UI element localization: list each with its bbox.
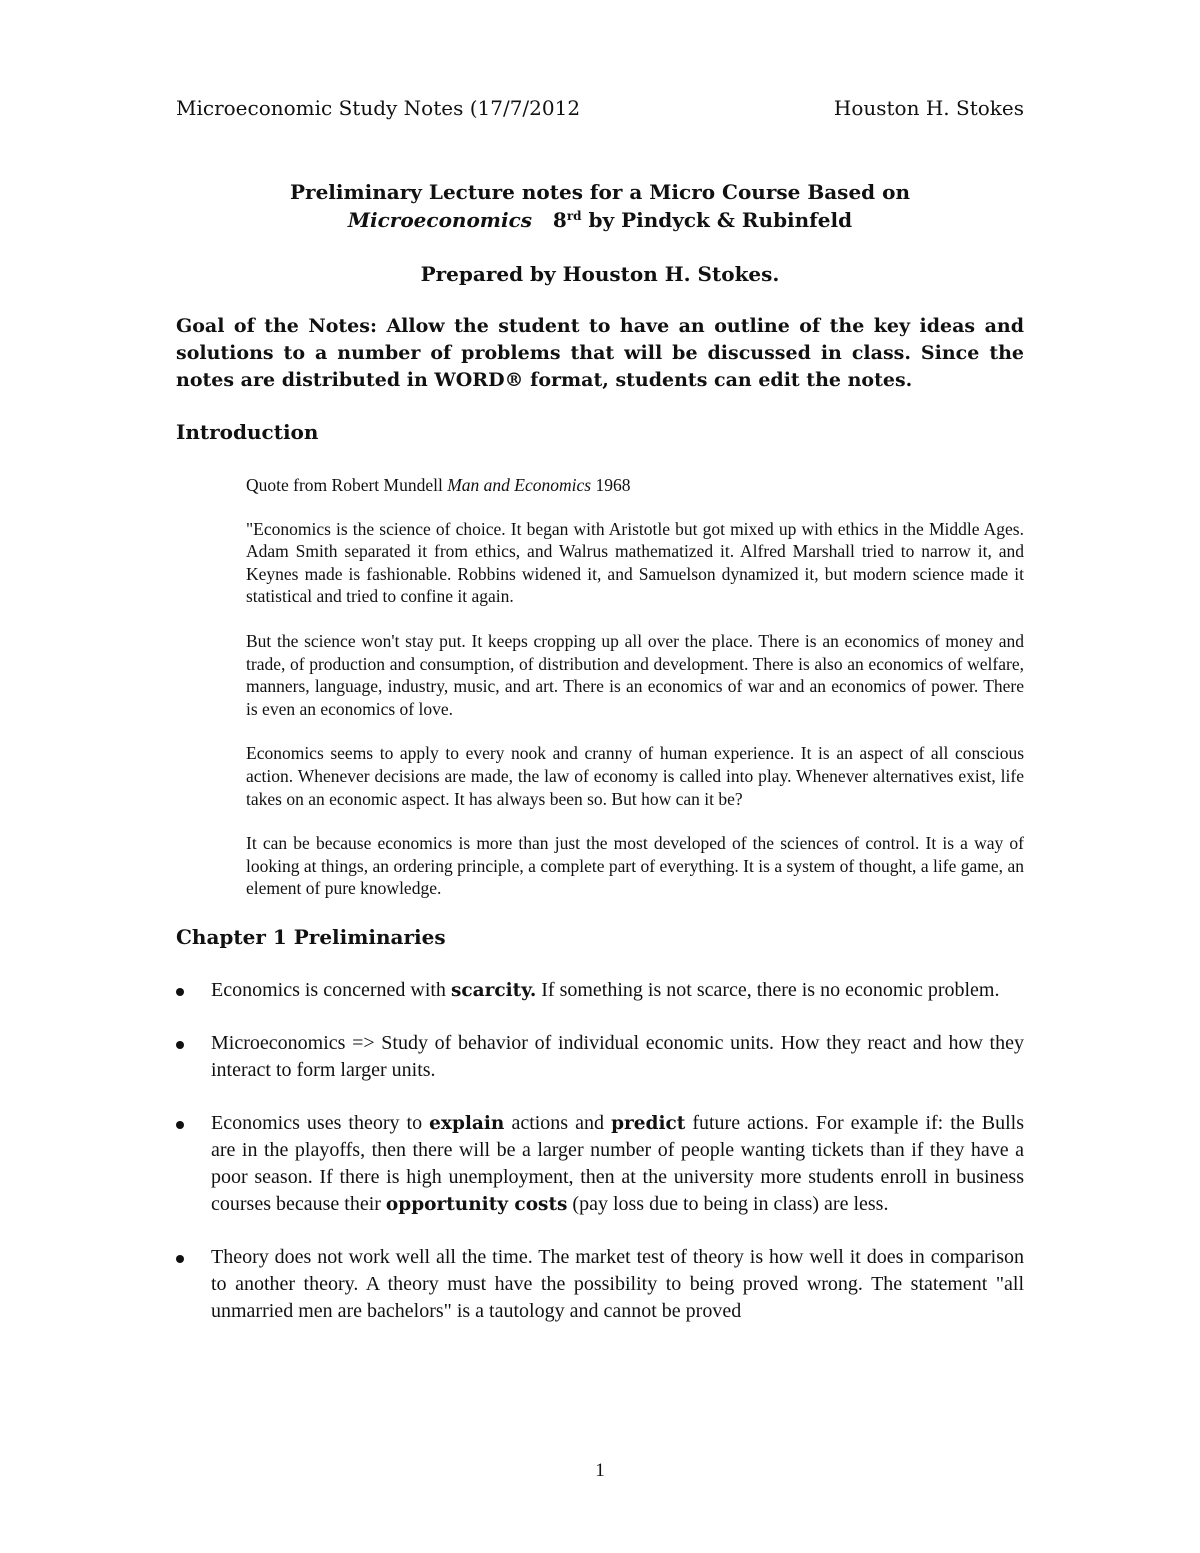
bullet-item: Economics is concerned with scarcity. If something is not scarce, there is no economic problem. <box>176 977 1024 1004</box>
bullet-item: Microeconomics => Study of behavior of individual economic units. How they react and how they interact to form larger units. <box>176 1030 1024 1084</box>
bullet-item: Theory does not work well all the time. The market test of theory is how well it does in comparison to another theory. A theory must have the possibility to being proved wrong. The statement "all unmarried men are bachelors" is a tautology and cannot be proved <box>176 1244 1024 1325</box>
quote-paragraph: Economics seems to apply to every nook and cranny of human experience. It is an aspect of all conscious action. Whenever decisions are made, the law of economy is called into play. Whenever alternatives exist, life takes on an economic aspect. It has always been so. But how can it be? <box>246 743 1024 809</box>
bullet-icon <box>176 1121 184 1129</box>
running-header <box>176 96 1024 124</box>
quote-source-title: Man and Economics <box>447 475 592 495</box>
term-scarcity: scarcity. <box>450 980 537 1001</box>
prepared-by: Prepared by Houston H. Stokes. <box>420 262 780 286</box>
bullet-icon <box>176 988 184 996</box>
edition-suffix: rd <box>566 209 582 223</box>
mundell-quote <box>246 474 1024 922</box>
term-explain: explain <box>429 1113 505 1134</box>
quote-paragraph: But the science won't stay put. It keeps cropping up all over the place. There is an economics of money and trade, of production and consumption, of distribution and development. There is also an economics of welfare, manners, language, industry, music, and art. There is an economics of war and an economics of power. There is even an economics of love. <box>246 630 1024 719</box>
title-book-line <box>176 206 1024 234</box>
bullet-icon <box>176 1255 184 1263</box>
title-block <box>176 178 1024 288</box>
book-title: Microeconomics <box>347 208 533 232</box>
quote-paragraph: "Economics is the science of choice. It began with Aristotle but got mixed up with ethics in the Middle Ages. Adam Smith separated it from ethics, and Walrus mathematized it. Alfred Marshall tried to narrow it, and Keynes made is fashionable. Robbins widened it, and Samuelson dynamized it, but modern science made it statistical and tried to confine it again. <box>246 518 1024 607</box>
header-title: Microeconomic Study Notes (17/7/2012 <box>176 96 581 120</box>
header-author: Houston H. Stokes <box>833 96 1024 120</box>
goal-paragraph: Goal of the Notes: Allow the student to have an outline of the key ideas and solutions to a number of problems that will be discussed in class. Since the notes are distributed in WORD® format, students can edit the notes. <box>176 315 1024 391</box>
page-number: 1 <box>595 1460 605 1481</box>
term-predict: predict <box>611 1113 686 1134</box>
chapter-1-bullets <box>176 977 1024 1351</box>
title-line: Preliminary Lecture notes for a Micro Course Based on <box>290 180 910 204</box>
edition-number: 8 <box>552 208 567 232</box>
quote-paragraph: It can be because economics is more than just the most developed of the sciences of control. It is a way of looking at things, an ordering principle, a complete part of everything. It is a system of thought, a life game, an element of pure knowledge. <box>246 833 1024 899</box>
bullet-icon <box>176 1041 184 1049</box>
bullet-item: Economics uses theory to explain actions and predict future actions. For example if: the Bulls are in the playoffs, then there will be a larger number of people wanting tickets than if they have a poor season. If there is high unemployment, then at the university more students enroll in business courses because their opportunity costs (pay loss due to being in class) are less. <box>176 1110 1024 1218</box>
book-authors: by Pindyck & Rubinfeld <box>588 208 853 232</box>
introduction-heading: Introduction <box>176 420 319 444</box>
term-opportunity-costs: opportunity costs <box>385 1194 568 1215</box>
chapter-1-heading: Chapter 1 Preliminaries <box>176 925 446 949</box>
quote-source: Quote from Robert Mundell Man and Economics 1968 <box>246 475 631 495</box>
